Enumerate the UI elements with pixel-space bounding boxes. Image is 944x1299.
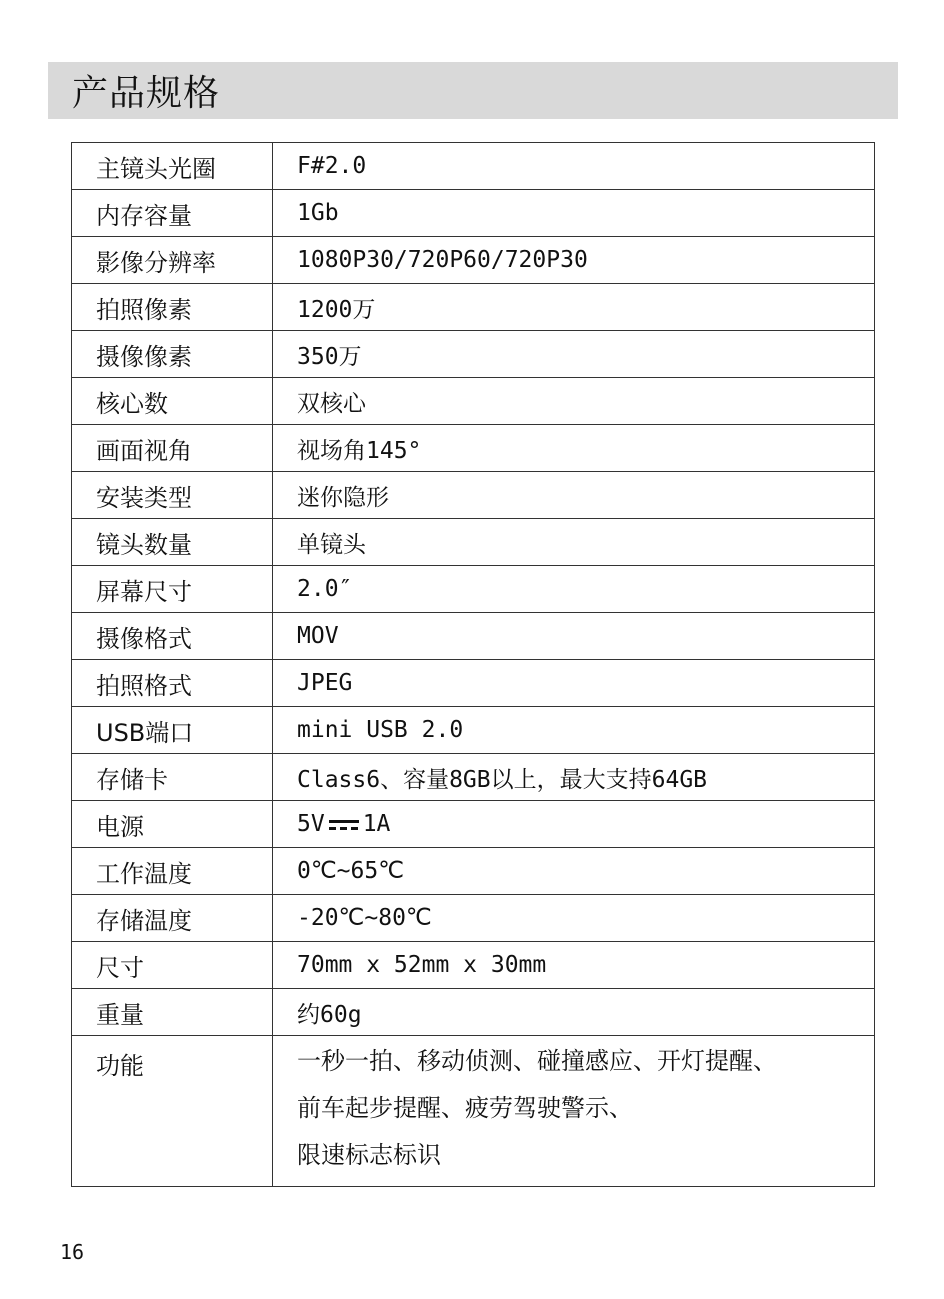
spec-value: 约60g xyxy=(273,989,875,1036)
spec-value: 1Gb xyxy=(273,190,875,237)
table-row xyxy=(72,237,875,284)
feature-line: 限速标志标识 xyxy=(297,1141,441,1169)
table-row xyxy=(72,472,875,519)
spec-value: -20℃~80℃ xyxy=(273,895,875,942)
table-row xyxy=(72,284,875,331)
table-row xyxy=(72,425,875,472)
spec-value: 70mm x 52mm x 30mm xyxy=(273,942,875,989)
spec-label: 尺寸 xyxy=(72,942,273,989)
spec-value-features xyxy=(273,1036,875,1187)
spec-label: 存储卡 xyxy=(72,754,273,801)
spec-label: 摄像像素 xyxy=(72,331,273,378)
spec-value: Class6、容量8GB以上，最大支持64GB xyxy=(273,754,875,801)
dc-current-icon xyxy=(329,818,359,832)
spec-label: 摄像格式 xyxy=(72,613,273,660)
spec-value: JPEG xyxy=(273,660,875,707)
table-row xyxy=(72,1036,875,1187)
table-row xyxy=(72,660,875,707)
table-row xyxy=(72,190,875,237)
spec-label: 主镜头光圈 xyxy=(72,143,273,190)
spec-label: 工作温度 xyxy=(72,848,273,895)
spec-label: 屏幕尺寸 xyxy=(72,566,273,613)
spec-label: 重量 xyxy=(72,989,273,1036)
table-row xyxy=(72,378,875,425)
spec-label: 内存容量 xyxy=(72,190,273,237)
spec-label: 影像分辨率 xyxy=(72,237,273,284)
spec-value: mini USB 2.0 xyxy=(273,707,875,754)
spec-label: 功能 xyxy=(72,1036,273,1187)
table-row xyxy=(72,519,875,566)
table-row xyxy=(72,942,875,989)
spec-label: 电源 xyxy=(72,801,273,848)
spec-value: MOV xyxy=(273,613,875,660)
spec-label: 安装类型 xyxy=(72,472,273,519)
feature-line: 一秒一拍、移动侦测、碰撞感应、开灯提醒、 xyxy=(297,1047,777,1075)
spec-label: 拍照像素 xyxy=(72,284,273,331)
spec-label: 核心数 xyxy=(72,378,273,425)
table-row xyxy=(72,895,875,942)
table-row xyxy=(72,613,875,660)
spec-label: 镜头数量 xyxy=(72,519,273,566)
table-row xyxy=(72,331,875,378)
spec-value: F#2.0 xyxy=(273,143,875,190)
spec-label: 存储温度 xyxy=(72,895,273,942)
table-row xyxy=(72,848,875,895)
spec-value: 视场角145° xyxy=(273,425,875,472)
spec-label: USB端口 xyxy=(72,707,273,754)
table-row xyxy=(72,801,875,848)
table-row xyxy=(72,707,875,754)
section-header xyxy=(48,62,898,119)
table-row xyxy=(72,989,875,1036)
spec-value: 迷你隐形 xyxy=(273,472,875,519)
spec-value: 350万 xyxy=(273,331,875,378)
spec-value: 1080P30/720P60/720P30 xyxy=(273,237,875,284)
power-current: 1A xyxy=(362,811,391,837)
spec-value: 0℃~65℃ xyxy=(273,848,875,895)
spec-value: 2.0″ xyxy=(273,566,875,613)
spec-label: 画面视角 xyxy=(72,425,273,472)
table-row xyxy=(72,566,875,613)
table-row xyxy=(72,143,875,190)
page-number: 16 xyxy=(60,1240,85,1264)
spec-value: 单镜头 xyxy=(273,519,875,566)
table-row xyxy=(72,754,875,801)
spec-value-power xyxy=(273,801,875,848)
spec-table xyxy=(71,142,875,1187)
page-title: 产品规格 xyxy=(72,73,221,114)
spec-value: 1200万 xyxy=(273,284,875,331)
feature-line: 前车起步提醒、疲劳驾驶警示、 xyxy=(297,1094,633,1122)
spec-value: 双核心 xyxy=(273,378,875,425)
power-voltage: 5V xyxy=(297,811,325,837)
spec-label: 拍照格式 xyxy=(72,660,273,707)
